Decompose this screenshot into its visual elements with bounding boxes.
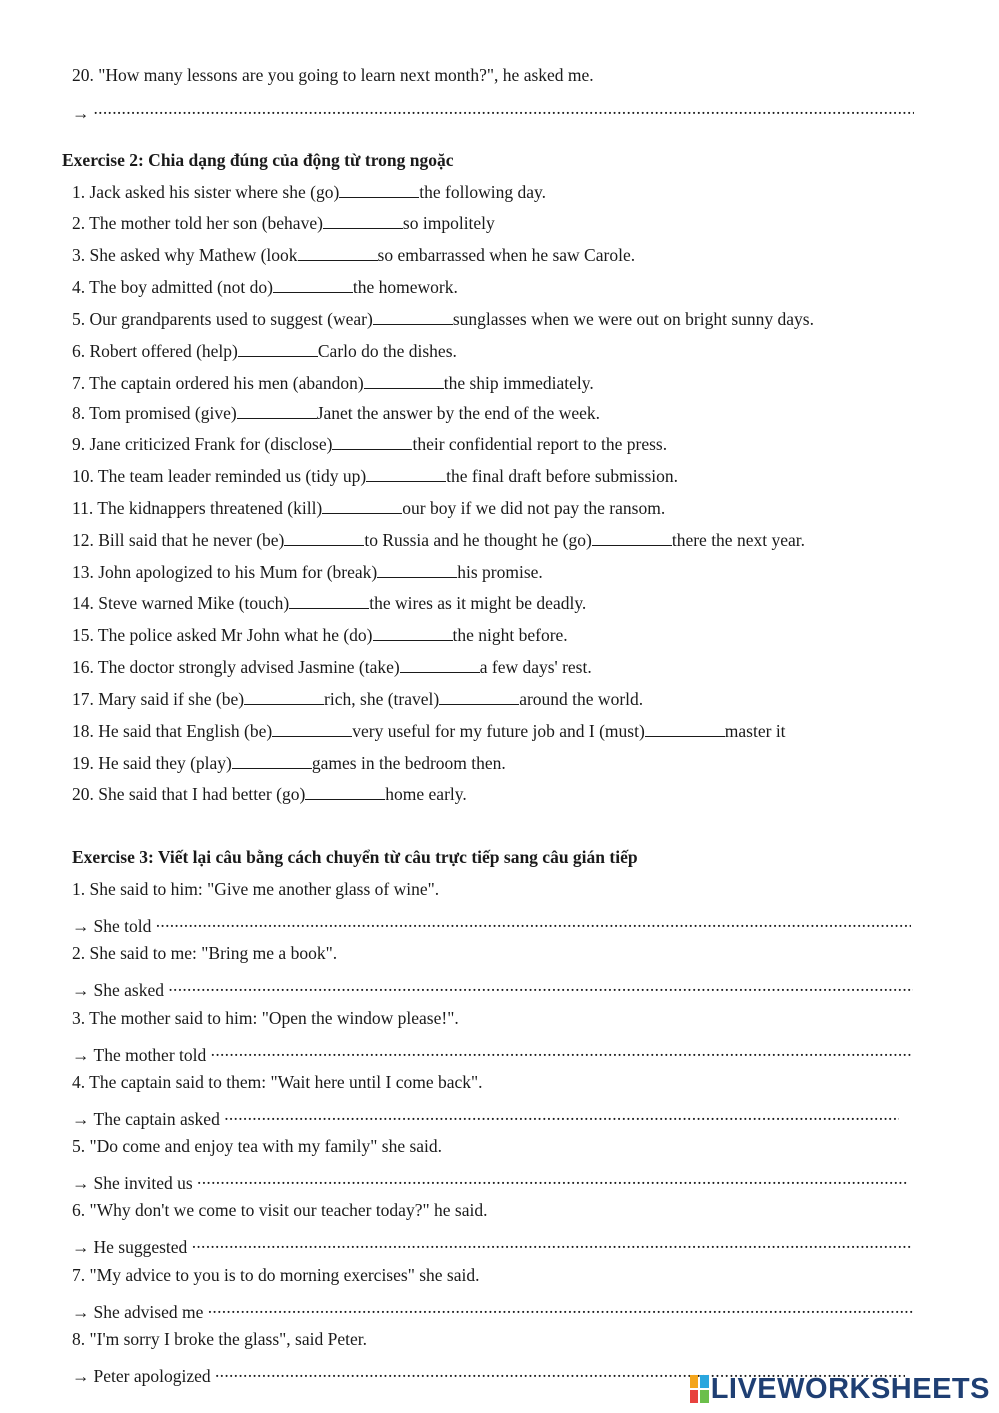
- answer-input[interactable]: [156, 910, 911, 932]
- answer-input[interactable]: [197, 1167, 907, 1189]
- verb-blank-input[interactable]: [332, 434, 412, 450]
- exercise-2-item: [72, 181, 546, 203]
- intro-answer-line: [72, 97, 914, 124]
- exercise-2-item: [72, 624, 568, 646]
- answer-lead-text: Peter apologized: [93, 1366, 211, 1386]
- arrow-icon: →: [72, 1045, 90, 1065]
- item-text: 13. John apologized to his Mum for (break): [72, 562, 378, 582]
- item-text: 4. The boy admitted (not do): [72, 277, 273, 297]
- answer-lead-text: She told: [93, 916, 152, 936]
- arrow-icon: →: [72, 1109, 90, 1129]
- logo-wordmark: LIVEWORKSHEETS: [710, 1372, 990, 1405]
- exercise-2-item: [72, 244, 635, 266]
- exercise-3-answer-line: [72, 1103, 899, 1130]
- item-text: 14. Steve warned Mike (touch): [72, 593, 290, 613]
- arrow-icon: →: [72, 1173, 90, 1193]
- answer-lead-text: She asked: [93, 980, 164, 1000]
- item-text: 20. She said that I had better (go): [72, 784, 306, 804]
- answer-input[interactable]: [211, 1039, 911, 1061]
- item-text: 10. The team leader reminded us (tidy up): [72, 466, 367, 486]
- exercise-2-item: [72, 688, 643, 710]
- logo-mark-tile: [700, 1375, 708, 1388]
- exercise-3-question: 1. She said to him: "Give me another glass of wine".: [72, 879, 440, 899]
- exercise-2-item: [72, 529, 805, 551]
- verb-blank-input[interactable]: [592, 530, 672, 546]
- item-text: to Russia and he thought he (go): [364, 530, 592, 550]
- verb-blank-input[interactable]: [645, 721, 725, 737]
- verb-blank-input[interactable]: [377, 562, 457, 578]
- liveworksheets-logo: [690, 1372, 990, 1406]
- verb-blank-input[interactable]: [323, 213, 403, 229]
- verb-blank-input[interactable]: [273, 277, 353, 293]
- exercise-3-answer-line: [72, 1039, 911, 1066]
- item-text: the following day.: [419, 182, 546, 202]
- arrow-icon: →: [72, 1237, 90, 1257]
- exercise-2-item: [72, 783, 467, 805]
- exercise-3-question: 8. "I'm sorry I broke the glass", said Peter.: [72, 1329, 367, 1349]
- logo-mark-icon: [690, 1375, 709, 1403]
- verb-blank-input[interactable]: [238, 341, 318, 357]
- item-text: so embarrassed when he saw Carole.: [377, 245, 636, 265]
- verb-blank-input[interactable]: [232, 753, 312, 769]
- item-text: 12. Bill said that he never (be): [72, 530, 285, 550]
- item-text: the ship immediately.: [443, 373, 594, 393]
- item-text: the final draft before submission.: [446, 466, 678, 486]
- verb-blank-input[interactable]: [272, 721, 352, 737]
- exercise-2-item: [72, 340, 457, 362]
- item-text: around the world.: [519, 689, 644, 709]
- exercise-3-title: Exercise 3: Viết lại câu bằng cách chuyển từ câu trực tiếp sang câu gián tiếp: [72, 847, 638, 867]
- item-text: 6. Robert offered (help): [72, 341, 238, 361]
- verb-blank-input[interactable]: [364, 373, 444, 389]
- item-text: 2. The mother told her son (behave): [72, 213, 323, 233]
- exercise-2-item: [72, 402, 600, 424]
- item-text: the wires as it might be deadly.: [369, 593, 587, 613]
- answer-input[interactable]: [94, 97, 914, 119]
- item-text: the night before.: [452, 625, 568, 645]
- answer-lead-text: She invited us: [93, 1173, 193, 1193]
- exercise-2-item: [72, 752, 506, 774]
- item-text: games in the bedroom then.: [311, 753, 506, 773]
- item-text: 17. Mary said if she (be): [72, 689, 245, 709]
- answer-lead-text: The mother told: [93, 1045, 207, 1065]
- exercise-3-question: 2. She said to me: "Bring me a book".: [72, 943, 338, 963]
- exercise-2-item: [72, 372, 594, 394]
- verb-blank-input[interactable]: [339, 182, 419, 198]
- item-text: 18. He said that English (be): [72, 721, 273, 741]
- item-text: 8. Tom promised (give): [72, 403, 237, 423]
- exercise-3-question: 6. "Why don't we come to visit our teacher today?" he said.: [72, 1200, 488, 1220]
- item-text: so impolitely: [402, 213, 495, 233]
- verb-blank-input[interactable]: [439, 689, 519, 705]
- exercise-2-item: [72, 465, 678, 487]
- logo-mark-tile: [690, 1375, 698, 1388]
- answer-input[interactable]: [168, 974, 913, 996]
- item-text: the homework.: [352, 277, 458, 297]
- exercise-3-answer-line: [72, 1231, 912, 1258]
- arrow-icon: →: [72, 1366, 90, 1386]
- item-text: master it: [724, 721, 786, 741]
- exercise-3-answer-line: [72, 910, 911, 937]
- item-text: 19. He said they (play): [72, 753, 232, 773]
- arrow-icon: →: [72, 103, 90, 123]
- item-text: 1. Jack asked his sister where she (go): [72, 182, 340, 202]
- verb-blank-input[interactable]: [400, 657, 480, 673]
- verb-blank-input[interactable]: [373, 309, 453, 325]
- item-text: a few days' rest.: [479, 657, 592, 677]
- item-text: 16. The doctor strongly advised Jasmine (take): [72, 657, 400, 677]
- exercise-2-title: Exercise 2: Chia dạng đúng của động từ trong ngoặc: [62, 150, 454, 170]
- answer-lead-text: The captain asked: [93, 1109, 220, 1129]
- answer-input[interactable]: [192, 1231, 912, 1253]
- item-text: Carlo do the dishes.: [317, 341, 457, 361]
- exercise-3-answer-line: [72, 1296, 913, 1323]
- arrow-icon: →: [72, 1302, 90, 1322]
- item-text: Janet the answer by the end of the week.: [316, 403, 600, 423]
- item-text: sunglasses when we were out on bright sunny days.: [452, 309, 814, 329]
- exercise-3-answer-line: [72, 1167, 907, 1194]
- verb-blank-input[interactable]: [237, 403, 317, 419]
- verb-blank-input[interactable]: [284, 530, 364, 546]
- exercise-2-item: [72, 212, 495, 234]
- verb-blank-input[interactable]: [366, 466, 446, 482]
- verb-blank-input[interactable]: [298, 245, 378, 261]
- verb-blank-input[interactable]: [289, 593, 369, 609]
- exercise-2-item: [72, 308, 814, 330]
- verb-blank-input[interactable]: [373, 625, 453, 641]
- exercise-2-item: [72, 497, 665, 519]
- exercise-3-question: 3. The mother said to him: "Open the window please!".: [72, 1008, 459, 1028]
- item-text: 3. She asked why Mathew (look: [72, 245, 298, 265]
- exercise-2-item: [72, 656, 592, 678]
- item-text: our boy if we did not pay the ransom.: [402, 498, 666, 518]
- answer-input[interactable]: [208, 1296, 913, 1318]
- item-text: rich, she (travel): [324, 689, 440, 709]
- item-text: 15. The police asked Mr John what he (do): [72, 625, 373, 645]
- item-text: there the next year.: [671, 530, 805, 550]
- item-text: 11. The kidnappers threatened (kill): [72, 498, 323, 518]
- exercise-3-answer-line: [72, 974, 913, 1001]
- item-text: home early.: [385, 784, 467, 804]
- exercise-2-item: [72, 720, 786, 742]
- exercise-3-question: 7. "My advice to you is to do morning exercises" she said.: [72, 1265, 480, 1285]
- logo-mark-tile: [700, 1390, 708, 1403]
- arrow-icon: →: [72, 980, 90, 1000]
- verb-blank-input[interactable]: [244, 689, 324, 705]
- exercise-3-question: 5. "Do come and enjoy tea with my family" she said.: [72, 1136, 443, 1156]
- intro-question-20: 20. "How many lessons are you going to learn next month?", he asked me.: [72, 65, 594, 85]
- exercise-2-item: [72, 561, 543, 583]
- arrow-icon: →: [72, 916, 90, 936]
- item-text: their confidential report to the press.: [412, 434, 668, 454]
- item-text: 9. Jane criticized Frank for (disclose): [72, 434, 333, 454]
- exercise-3-question: 4. The captain said to them: "Wait here until I come back".: [72, 1072, 483, 1092]
- verb-blank-input[interactable]: [322, 498, 402, 514]
- answer-lead-text: She advised me: [93, 1302, 204, 1322]
- answer-input[interactable]: [224, 1103, 899, 1125]
- exercise-2-item: [72, 276, 458, 298]
- item-text: 7. The captain ordered his men (abandon): [72, 373, 364, 393]
- answer-lead-text: He suggested: [93, 1237, 188, 1257]
- logo-mark-tile: [690, 1390, 698, 1403]
- exercise-2-item: [72, 433, 667, 455]
- exercise-2-item: [72, 592, 586, 614]
- item-text: his promise.: [457, 562, 543, 582]
- item-text: 5. Our grandparents used to suggest (wear): [72, 309, 373, 329]
- verb-blank-input[interactable]: [305, 784, 385, 800]
- item-text: very useful for my future job and I (must): [352, 721, 645, 741]
